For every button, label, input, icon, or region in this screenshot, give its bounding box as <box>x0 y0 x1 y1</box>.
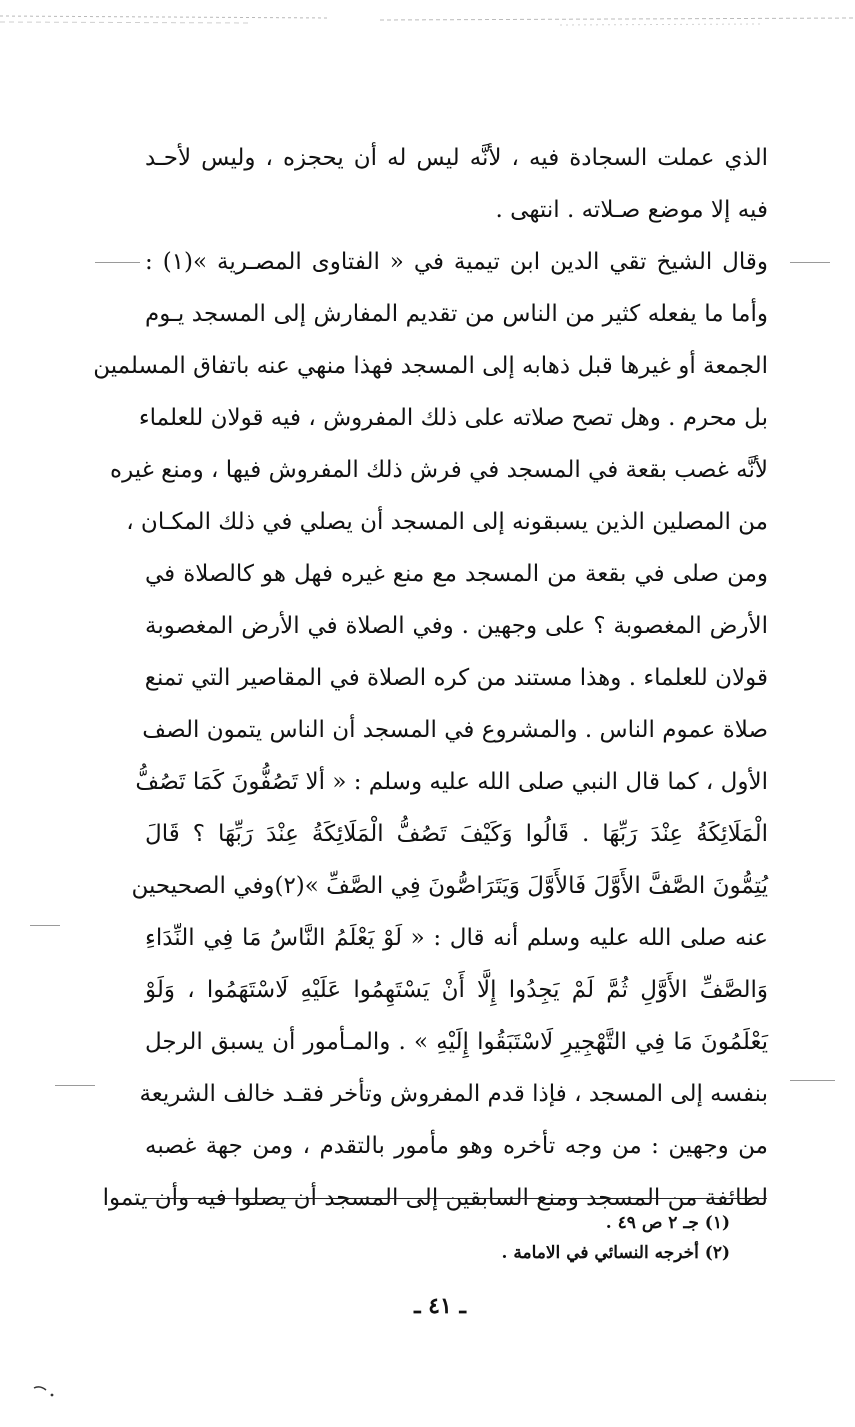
text-line: عنه صلى الله عليه وسلم أنه قال : « لَوْ يَعْلَمُ النَّاسُ مَا فِي النِّدَاءِ <box>145 925 768 951</box>
text-line: لطائفة من المسجد ومنع السابقين إلى المسجد أن يصلوا فيه وأن يتموا <box>102 1185 768 1211</box>
text-line: وَالصَّفِّ الأَوَّلِ ثُمَّ لَمْ يَجِدُوا إِلَّا أَنْ يَسْتَهِمُوا عَلَيْهِ لَاسْتَهَمُوا ، وَلَوْ <box>145 977 768 1003</box>
text-line: يَعْلَمُونَ مَا فِي التَّهْجِيرِ لَاسْتَبَقُوا إِلَيْهِ » . والمـأمور أن يسبق الرجل <box>145 1029 768 1055</box>
text-line: بل محرم . وهل تصح صلاته على ذلك المفروش ، فيه قولان للعلماء <box>138 405 768 431</box>
footnotes <box>300 1208 730 1268</box>
right-margin-mark <box>790 1080 835 1081</box>
text-line: صلاة عموم الناس . والمشروع في المسجد أن الناس يتمون الصف <box>142 717 768 743</box>
text-line: فيه إلا موضع صـلاته . انتهى . <box>495 197 768 223</box>
text-line: وقال الشيخ تقي الدين ابن تيمية في « الفتاوى المصـرية »(١) : <box>145 249 768 275</box>
text-line: ومن صلى في بقعة من المسجد مع منع غيره فهل هو كالصلاة في <box>145 561 768 587</box>
top-scan-noise <box>0 8 855 38</box>
text-line: الأول ، كما قال النبي صلى الله عليه وسلم : « ألا تَصُفُّونَ كَمَا تَصُفُّ <box>135 769 768 795</box>
text-line: قولان للعلماء . وهذا مستند من كره الصلاة في المقاصير التي تمنع <box>144 665 768 691</box>
right-margin-mark <box>790 262 830 263</box>
left-margin-mark <box>95 262 140 263</box>
text-line: لأنَّه غصب بقعة في المسجد في فرش ذلك المفروش فيها ، ومنع غيره <box>110 457 768 483</box>
text-line: الذي عملت السجادة فيه ، لأنَّه ليس له أن يحجزه ، وليس لأحـد <box>145 145 768 171</box>
text-line: الْمَلَائِكَةُ عِنْدَ رَبِّهَا . قَالُوا وَكَيْفَ تَصُفُّ الْمَلَائِكَةُ عِنْدَ رَبِّهَا ؟ قَالَ <box>145 821 768 847</box>
left-margin-mark <box>30 925 60 926</box>
text-line: يُتِمُّونَ الصَّفَّ الأَوَّلَ فَالأَوَّلَ وَيَتَرَاصُّونَ فِي الصَّفِّ »(٢)وفي الصحيحين <box>131 873 768 899</box>
text-line: الأرض المغصوبة ؟ على وجهين . وفي الصلاة في الأرض المغصوبة <box>145 613 768 639</box>
text-line: من المصلين الذين يسبقونه إلى المسجد أن يصلي في ذلك المكـان ، <box>126 509 768 535</box>
text-line: بنفسه إلى المسجد ، فإذا قدم المفروش وتأخر فقـد خالف الشريعة <box>139 1081 768 1107</box>
left-margin-mark <box>55 1085 95 1086</box>
main-text <box>93 132 768 1224</box>
footnote: (١) جـ ٢ ص ٤٩ . <box>605 1213 730 1233</box>
text-line: وأما ما يفعله كثير من الناس من تقديم المفارش إلى المسجد يـوم <box>145 301 768 327</box>
footnote: (٢) أخرجه النسائي في الامامة . <box>501 1243 730 1263</box>
scan-speck-icon <box>30 1382 60 1402</box>
text-line: من وجهين : من وجه تأخره وهو مأمور بالتقدم ، ومن جهة غصبه <box>145 1133 768 1159</box>
text-line: الجمعة أو غيرها قبل ذهابه إلى المسجد فهذا منهي عنه باتفاق المسلمين <box>93 353 768 379</box>
page-number: ـ ٤١ ـ <box>414 1293 466 1319</box>
footnote-separator <box>145 1198 767 1199</box>
